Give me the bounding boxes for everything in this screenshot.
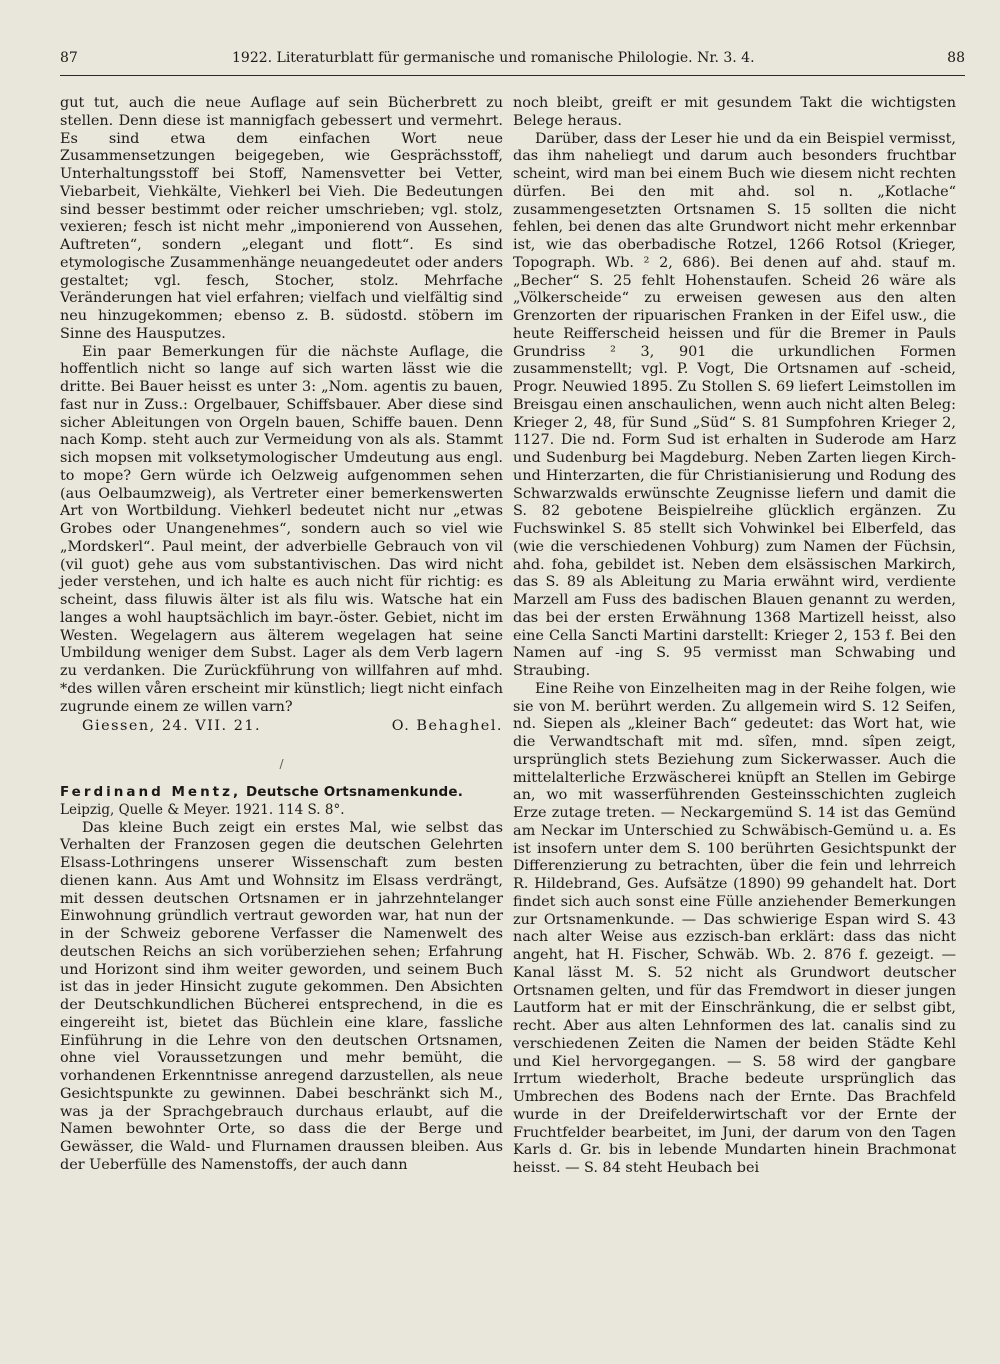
left-paragraph-2: Ein paar Bemerkungen für die nächste Auflage, die hoffentlich nicht so lange auf sich warten lässt wie die dritte. Bei Bauer heisst es unter 3: „Nom. agentis zu bauen, fast nur in Zuss.: Orgelbauer, Schiffsbauer. Aber diese sind sicher Ableitungen von Orgeln bauen, Schiffe bauen. Denn nach Komp. steht auch zur Vermeidung von als als. Stammt sich mopsen mit volksetymologischer Umdeutung aus engl. to mope? Gern würde ich Oelzweig aufgenommen sehen (aus Oelbaumzweig), als Vertreter einer bemerkenswerten Art von Wortbildung. Viehkerl bedeutet nicht nur „etwas Grobes oder Unangenehmes“, sondern auch so viel wie „Mordskerl“. Paul meint, der adverbielle Gebrauch von vil (vil guot) gehe aus vom substantivischen. Das wird nicht jeder verstehen, und ich halte es auch nicht für richtig: es scheint, dass filuwis älter ist als filu wis. Watsche hat ein langes a wohl hauptsächlich im bayr.-öster. Gebiet, nicht im Westen. Wegelagern aus älterem wegelagen hat seine Umbildung weniger dem Subst. Lager als dem Verb lagern zu verdanken. Die Zurückführung von willfahren auf mhd. *des willen våren erscheint mir künstlich; liegt nicht einfach zugrunde einem ze willen varn?: [60, 343, 503, 715]
page-number-right: 88: [947, 50, 965, 66]
header-rule: [60, 75, 965, 76]
signature-place-date: Giessen, 24. VII. 21.: [82, 718, 262, 735]
signature-author: O. Behaghel.: [391, 718, 503, 735]
section-separator: /: [279, 757, 284, 771]
review-author: Ferdinand Mentz,: [60, 784, 242, 800]
right-paragraph-1: noch bleibt, greift er mit gesundem Takt die wichtigsten Belege heraus.: [513, 95, 956, 129]
page-number-left: 87: [60, 50, 78, 66]
review-heading: [60, 784, 503, 802]
left-paragraph-3: Das kleine Buch zeigt ein erstes Mal, wie selbst das Verhalten der Franzosen gegen die deutschen Gelehrten Elsass-Lothringens unserer Wissenschaft zum besten dienen kann. Aus Amt und Wohnsitz im Elsass verdrängt, mit dessen deutschen Ortsnamen er in jahrzehntelanger Einwohnung gründlich vertraut geworden war, hat nun der in der Schweiz geborene Verfasser die Namenwelt des deutschen Reichs an sich vorüberziehen sehen; Erfahrung und Horizont sind ihm weiter geworden, und seinem Buch ist das in jeder Hinsicht zugute gekommen. Den Absichten der Deutschkundlichen Bücherei entsprechend, in die es eingereiht ist, bietet das Büchlein eine klare, fassliche Einführung in die Lehre von den deutschen Ortsnamen, ohne viel Voraussetzungen und mehr bemüht, die vorhandenen Erkenntnisse anregend darzustellen, als neue Gesichtspunkte zu gewinnen. Dabei beschränkt sich M., was ja der Sprachgebrauch durchaus erlaubt, auf die Namen bewohnter Orte, so dass die der Berge und Gewässer, die Wald- und Flurnamen draussen bleiben. Aus der Ueberfülle des Namenstoffs, der auch dann: [60, 819, 503, 1173]
review-publication: Leipzig, Quelle & Meyer. 1921. 114 S. 8°.: [60, 801, 345, 818]
right-paragraph-2: Darüber, dass der Leser hie und da ein Beispiel vermisst, das ihm naheliegt und darum auch besonders fruchtbar scheint, wird man bei einem Buch wie diesem nicht rechten dürfen. Bei den mit ahd. sol n. „Kotlache“ zusammengesetzten Ortsnamen S. 15 sollten die nicht fehlen, bei denen das alte Grundwort nicht mehr erkennbar ist, wie das oberbadische Rotzel, 1266 Rotsol (Krieger, Topograph. Wb. ² 2, 686). Bei denen auf ahd. stauf m. „Becher“ S. 25 fehlt Hohenstaufen. Scheid 26 wäre als „Völkerscheide“ zu erweisen gewesen aus den alten Grenzorten der ripuarischen Franken in der Eifel usw., die heute Reifferscheid heissen und für die Bremer in Pauls Grundriss ² 3, 901 die urkundlichen Formen zusammenstellt; vgl. P. Vogt, Die Ortsnamen auf -scheid, Progr. Neuwied 1895. Zu Stollen S. 69 liefert Leimstollen im Breisgau einen anschaulichen, wenn auch nicht alten Beleg: Krieger 2, 48, für Sund „Süd“ S. 81 Sumpfohren Krieger 2, 1127. Die nd. Form Sud ist erhalten in Suderode am Harz und Sudenburg bei Magdeburg. Neben Zarten liegen Kirch- und Hinterzarten, die für Christianisierung und Rodung des Schwarzwalds erwünschte Zeugnisse liefern und damit die S. 82 gebotene Beispielreihe glücklich ergänzen. Zu Fuchswinkel S. 85 stellt sich Vohwinkel bei Elberfeld, das (wie die verschiedenen Vohburg) zum Namen der Füchsin, ahd. foha, gebildet ist. Neben dem elsässischen Markirch, das S. 89 als Ableitung zu Maria erwähnt wird, verdiente Marzell am Fuss des badischen Blauen genannt zu werden, das bei der ersten Erwähnung 1368 Martizell heisst, also eine Cella Sancti Martini darstellt: Krieger 2, 153 f. Bei den Namen auf -ing S. 95 vermisst man Schwabing und Straubing.: [513, 130, 956, 679]
right-paragraph-3: Eine Reihe von Einzelheiten mag in der Reihe folgen, wie sie von M. berührt werden. Zu allgemein wird S. 12 Seifen, nd. Siepen als „kleiner Bach“ gedeutet: das Wort hat, wie die Verwandtschaft mit md. sîfen, mnd. sîpen zeigt, ursprünglich stets Beziehung zum Sickerwasser. Auch die mittelalterliche Erzwäscherei knüpft an Stellen im Gebirge an, wo mit wasserführenden Gesteinsschichten zugleich Erze zutage treten. — Neckargemünd S. 14 ist das Gemünd am Neckar im Unterschied zu Schwäbisch-Gemünd u. a. Es ist insofern unter dem S. 100 berührten Gesichtspunkt der Differenzierung zu betrachten, über die fein und lehrreich R. Hildebrand, Ges. Aufsätze (1890) 99 gehandelt hat. Dort findet sich auch sonst eine Fülle anziehender Bemerkungen zur Ortsnamenkunde. — Das schwierige Espan wird S. 43 nach alter Weise aus ezzisch-ban erklärt: dass das nicht angeht, hat H. Fischer, Schwäb. Wb. 2. 876 f. gezeigt. — Kanal lässt M. S. 52 nicht als Grundwort deutscher Ortsnamen gelten, und für das Fremdwort in dieser jungen Lautform hat er mit der Einschränkung, die er selbst gibt, recht. Aber aus alten Lehnformen des lat. canalis sind zu verschiedenen Zeiten die Namen der beiden Städte Kehl und Kiel hervorgegangen. — S. 58 wird der gangbare Irrtum wiederholt, Brache bedeute ursprünglich das Umbrechen des Bodens nach der Ernte. Das Brachfeld wurde in der Dreifelderwirtschaft vor der Ernte der Fruchtfelder bearbeitet, im Juni, der darum von den Tagen Karls d. Gr. bis in lebende Mundarten hinein Brachmonat heisst. — S. 84 steht Heubach bei: [513, 680, 956, 1176]
review-title: Deutsche Ortsnamenkunde.: [246, 784, 464, 800]
left-column: [60, 95, 503, 1175]
left-paragraph-1: gut tut, auch die neue Auflage auf sein Bücherbrett zu stellen. Denn diese ist mannigfach gebessert und vermehrt. Es sind etwa dem einfachen Wort neue Zusammensetzungen beigegeben, wie Gesprächsstoff, Unterhaltungsstoff bei Stoff, Namensvetter bei Vetter, Viebarbeit, Viehkälte, Viehkerl bei Vieh. Die Bedeutungen sind besser bestimmt oder reicher umschrieben; vgl. stolz, vexieren; fesch ist nicht mehr „imponierend von Aussehen, Auftreten“, sondern „elegant und flott“. Es sind etymologische Zusammenhänge neuangedeutet oder anders gestaltet; vgl. fesch, Stocher, stolz. Mehrfache Veränderungen hat viel erfahren; vielfach und vielfältig sind neu hinzugekommen; ebenso z. B. südostd. stöbern im Sinne des Hausputzes.: [60, 95, 503, 342]
journal-title: 1922. Literaturblatt für germanische und romanische Philologie. Nr. 3. 4.: [232, 50, 755, 66]
signature-line: [60, 718, 503, 736]
running-header: [60, 50, 965, 74]
right-column: [513, 95, 956, 1178]
